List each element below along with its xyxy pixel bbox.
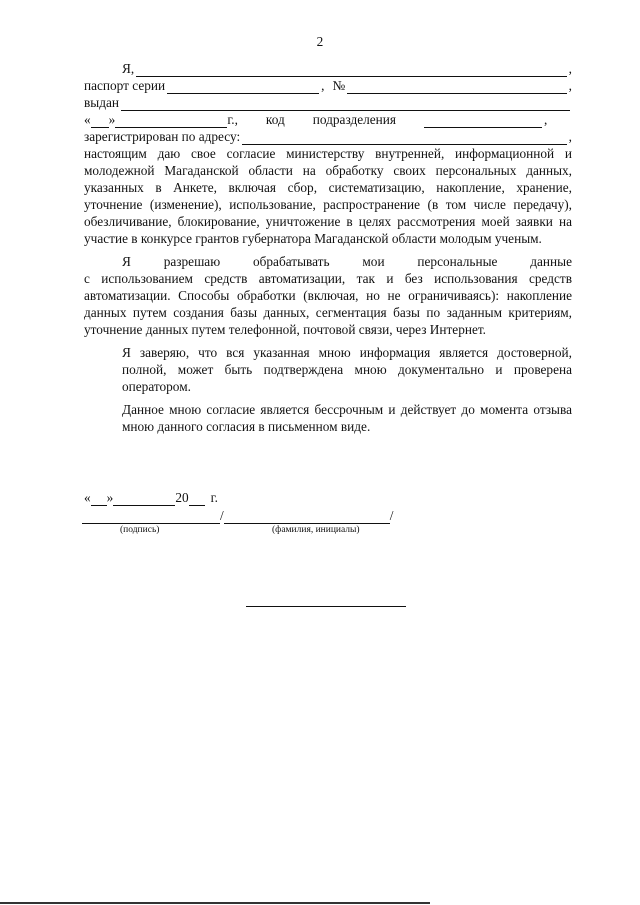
signature-caption: (подпись)	[120, 525, 160, 535]
signature-slash: /	[220, 508, 224, 523]
date-open-quote: «	[84, 112, 91, 127]
scan-edge-rule	[0, 902, 430, 904]
issued-by-field[interactable]	[121, 97, 570, 111]
passport-number-label: №	[332, 78, 346, 93]
issue-date-row	[84, 111, 572, 128]
end-of-document-rule	[246, 606, 406, 607]
year-prefix: 20	[175, 490, 189, 505]
comma: ,	[544, 112, 548, 127]
signature-year-field[interactable]	[189, 492, 205, 506]
consent-form	[84, 60, 572, 435]
subdivision-label: подразделения	[312, 112, 397, 127]
comma: ,	[568, 78, 572, 93]
passport-row	[84, 77, 572, 94]
passport-series-label: паспорт серии	[84, 78, 166, 93]
date-open-quote: «	[84, 490, 91, 505]
issue-day-field[interactable]	[91, 114, 109, 128]
assurance-paragraph: Я заверяю, что вся указанная мною информация является достоверной, полной, может быть подтверждена мною документально и проверена оператором.	[122, 345, 572, 394]
page-number: 2	[316, 34, 324, 49]
code-label: код	[265, 112, 285, 127]
registered-label: зарегистрирован по адресу:	[84, 129, 241, 144]
permit-first-line: Я разрешаю обрабатывать мои персональные данные	[122, 254, 572, 269]
comma: ,	[568, 61, 572, 76]
year-suffix: г.	[210, 490, 218, 505]
signature-slash: /	[389, 508, 394, 523]
passport-number-field[interactable]	[347, 80, 567, 94]
issue-month-year-field[interactable]	[115, 114, 227, 128]
signature-date-row	[84, 489, 218, 506]
address-field[interactable]	[242, 131, 566, 145]
issued-row	[84, 94, 572, 111]
validity-paragraph: Данное мною согласие является бессрочным и действует до момента отзыва мною данного согласия в письменном виде.	[122, 402, 572, 434]
i-label: Я,	[122, 61, 135, 76]
passport-series-field[interactable]	[167, 80, 319, 94]
issued-label: выдан	[84, 95, 119, 110]
subdivision-code-field[interactable]	[424, 114, 542, 128]
permit-paragraph: с использованием средств автоматизации, так и без использования средств автоматизации. Способы обработки (включая, но не ограничиваясь): накопление данных путем создания базы данных, сегментация базы по заданным критериям, уточнение данных путем телефонной, почтовой связи, через Интернет.	[84, 271, 572, 337]
address-row	[84, 128, 572, 145]
signature-day-field[interactable]	[91, 492, 107, 506]
name-row	[84, 60, 572, 77]
comma: ,	[321, 78, 325, 93]
full-name-field[interactable]	[136, 63, 566, 77]
date-close-quote: »	[108, 112, 116, 127]
name-caption: (фамилия, инициалы)	[272, 525, 360, 535]
comma: ,	[568, 129, 572, 144]
signature-month-field[interactable]	[113, 492, 175, 506]
date-close-quote: »	[106, 490, 114, 505]
consent-paragraph: настоящим даю свое согласие министерству внутренней, информационной и молодежной Магаданской области на обработку своих персональных данных, указанных в Анкете, включая сбор, систематизацию, накопление, хранение, уточнение (изменение), использование, распространение (в том числе передачу), обезличивание, блокирование, уничтожение в целях рассмотрения моей заявки на участие в конкурсе грантов губернатора Магаданской области молодым ученым.	[84, 146, 572, 246]
year-label: г.,	[227, 112, 238, 127]
